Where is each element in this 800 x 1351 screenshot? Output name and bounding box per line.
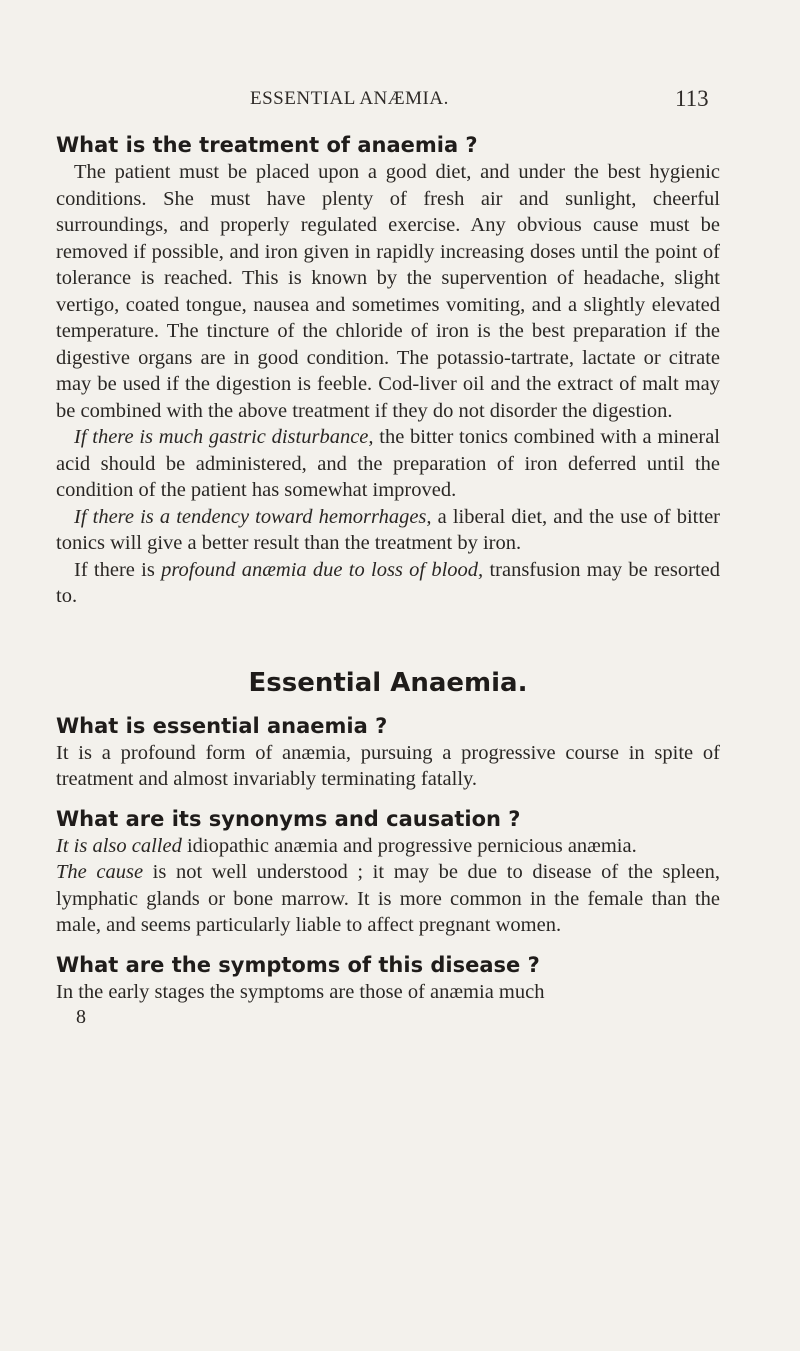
- paragraph-gastric-text: the bitter tonics combined with a mineral acid should be administered, and the preparation of iron deferred until the condition of the patient has somewhat improved.: [56, 426, 720, 501]
- paragraph-treatment-text: The patient must be placed upon a good diet, and under the best hygienic conditions. She must have plenty of fresh air and sunlight, cheerful surroundings, and properly regulated exercise. Any obvious cause must be removed if possible, and iron given in rapidly increasing doses until the point of tolerance is reached. This is known by the supervention of headache, slight vertigo, coated tongue, nausea and sometimes vomiting, and a slightly elevated temperature. The tincture of the chloride of iron is the best preparation if the digestive organs are in good condition. The potassio-tartrate, lactate or citrate may be used if the digestion is feeble. Cod-liver oil and the extract of malt may be combined with the above treatment if they do not disorder the digestion.: [56, 161, 720, 422]
- paragraph-symptoms-text: In the early stages the symptoms are those of anæmia much: [56, 980, 545, 1003]
- paragraph-gastric: [56, 424, 720, 504]
- paragraph-hemorrhages-text: a liberal diet, and the use of bitter tonics will give a better result than the treatment by iron.: [56, 505, 720, 554]
- paragraph-synonyms-text: idiopathic anæmia and progressive pernicious anæmia.: [181, 834, 637, 857]
- paragraph-hemorrhages-italic: If there is a tendency toward hemorrhages,: [74, 505, 432, 528]
- page-number: 113: [675, 86, 709, 111]
- question-heading-definition: What is essential anaemia ?: [56, 713, 388, 738]
- paragraph-transfusion-start: If there is: [74, 558, 162, 581]
- signature-mark: 8: [76, 1006, 86, 1028]
- paragraph-treatment: [56, 159, 720, 424]
- page-body: [56, 131, 720, 1029]
- paragraph-definition: [56, 740, 720, 793]
- paragraph-transfusion-italic: profound anæmia due to loss of blood,: [161, 558, 484, 581]
- question-heading-synonyms: What are its synonyms and causation ?: [56, 806, 521, 831]
- paragraph-definition-text: It is a profound form of anæmia, pursuing a progressive course in spite of treatment and almost invariably terminating fatally.: [56, 741, 720, 790]
- paragraph-synonyms-italic: It is also called: [56, 834, 182, 857]
- paragraph-synonyms: [56, 833, 720, 860]
- spacer: [56, 939, 720, 951]
- paragraph-gastric-italic: If there is much gastric disturbance,: [74, 426, 374, 448]
- paragraph-cause-italic: The cause: [56, 861, 144, 883]
- paragraph-transfusion: [56, 557, 720, 610]
- section-title: Essential Anaemia.: [248, 667, 528, 698]
- question-heading-treatment: What is the treatment of anaemia ?: [56, 133, 478, 157]
- paragraph-transfusion-text: transfusion may be resorted to.: [56, 558, 720, 607]
- spacer: [56, 793, 720, 805]
- paragraph-symptoms: [56, 979, 720, 1006]
- paragraph-hemorrhages: [56, 504, 720, 557]
- paragraph-cause-text: is not well understood ; it may be due to disease of the spleen, lymphatic glands or bone marrow. It is more common in the female than the male, and seems particularly liable to affect pregnant women.: [56, 861, 720, 936]
- page-header: [0, 88, 800, 118]
- running-head: ESSENTIAL ANÆMIA.: [250, 88, 449, 109]
- paragraph-cause: [56, 859, 720, 939]
- question-heading-symptoms: What are the symptoms of this disease ?: [56, 952, 540, 977]
